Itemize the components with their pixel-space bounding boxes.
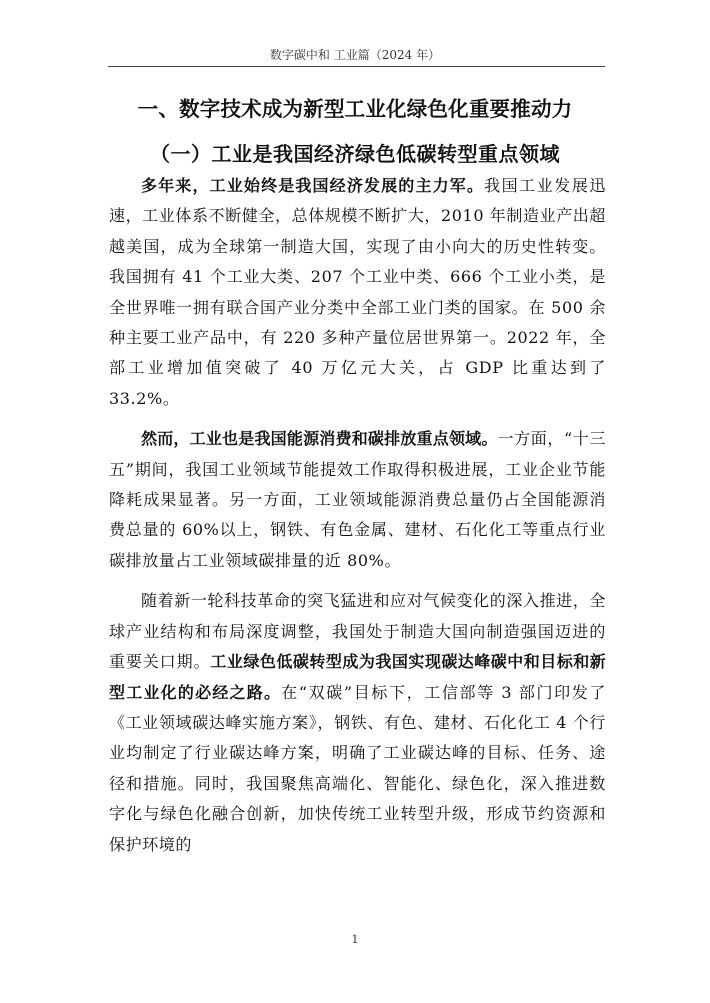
header-divider <box>108 66 605 67</box>
running-header: 数字碳中和 工业篇（2024 年） <box>269 48 441 62</box>
page-number: 1 <box>351 933 359 946</box>
paragraph-lead: 多年来，工业始终是我国经济发展的主力军。 <box>141 176 485 195</box>
section-title: 一、数字技术成为新型工业化绿色化重要推动力 <box>137 97 573 121</box>
paragraph-pre: 随着新一轮科技革命的突飞猛进和应对气候变化的深入推进，全球产业结构和布局深度调整，我国处于制造大国向制造强国迈进的重要关口期。 <box>109 591 606 672</box>
paragraph-lead: 然而，工业也是我国能源消费和碳排放重点领域。 <box>141 429 498 449</box>
document-body <box>109 171 606 870</box>
paragraph-lead: 工业绿色低碳转型成为我国实现碳达峰碳中和目标和新型工业化的必经之路。 <box>109 652 606 702</box>
paragraph-energy-emissions <box>109 424 606 576</box>
paragraph-industry-mainstay <box>109 171 606 414</box>
paragraph-text: 一方面，“十三五”期间，我国工业领域节能提效工作取得积极进展，工业企业节能降耗成果显著。另一方面，工业领域能源消费总量仍占全国能源消费总量的 60%以上，钢铁、有色金属、建材、石化化工等重点行业碳排放量占工业领域碳排量的近 80%。 <box>109 429 606 570</box>
paragraph-green-transition <box>109 586 606 860</box>
paragraph-text: 在“双碳”目标下，工信部等 3 部门印发了《工业领域碳达峰实施方案》，钢铁、有色、建材、石化化工 4 个行业均制定了行业碳达峰方案，明确了工业碳达峰的目标、任务、途径和措施。同时，我国聚焦高端化、智能化、绿色化，深入推进数字化与绿色化融合创新，加快传统工业转型升级，形成节约资源和保护环境的 <box>109 682 606 854</box>
section-subtitle: （一）工业是我国经济绿色低碳转型重点领域 <box>150 142 560 166</box>
paragraph-text: 我国工业发展迅速，工业体系不断健全，总体规模不断扩大，2010 年制造业产出超越美国，成为全球第一制造大国，实现了由小向大的历史性转变。我国拥有 41 个工业大类、207 个工业中类、666 个工业小类，是全世界唯一拥有联合国产业分类中全部工业门类的国家。在 500 余种主要工业产品中，有 220 多种产量位居世界第一。2022 年，全部工业增加值突破了 40 万亿元大关，占 GDP 比重达到了 33.2%。 <box>109 176 607 408</box>
